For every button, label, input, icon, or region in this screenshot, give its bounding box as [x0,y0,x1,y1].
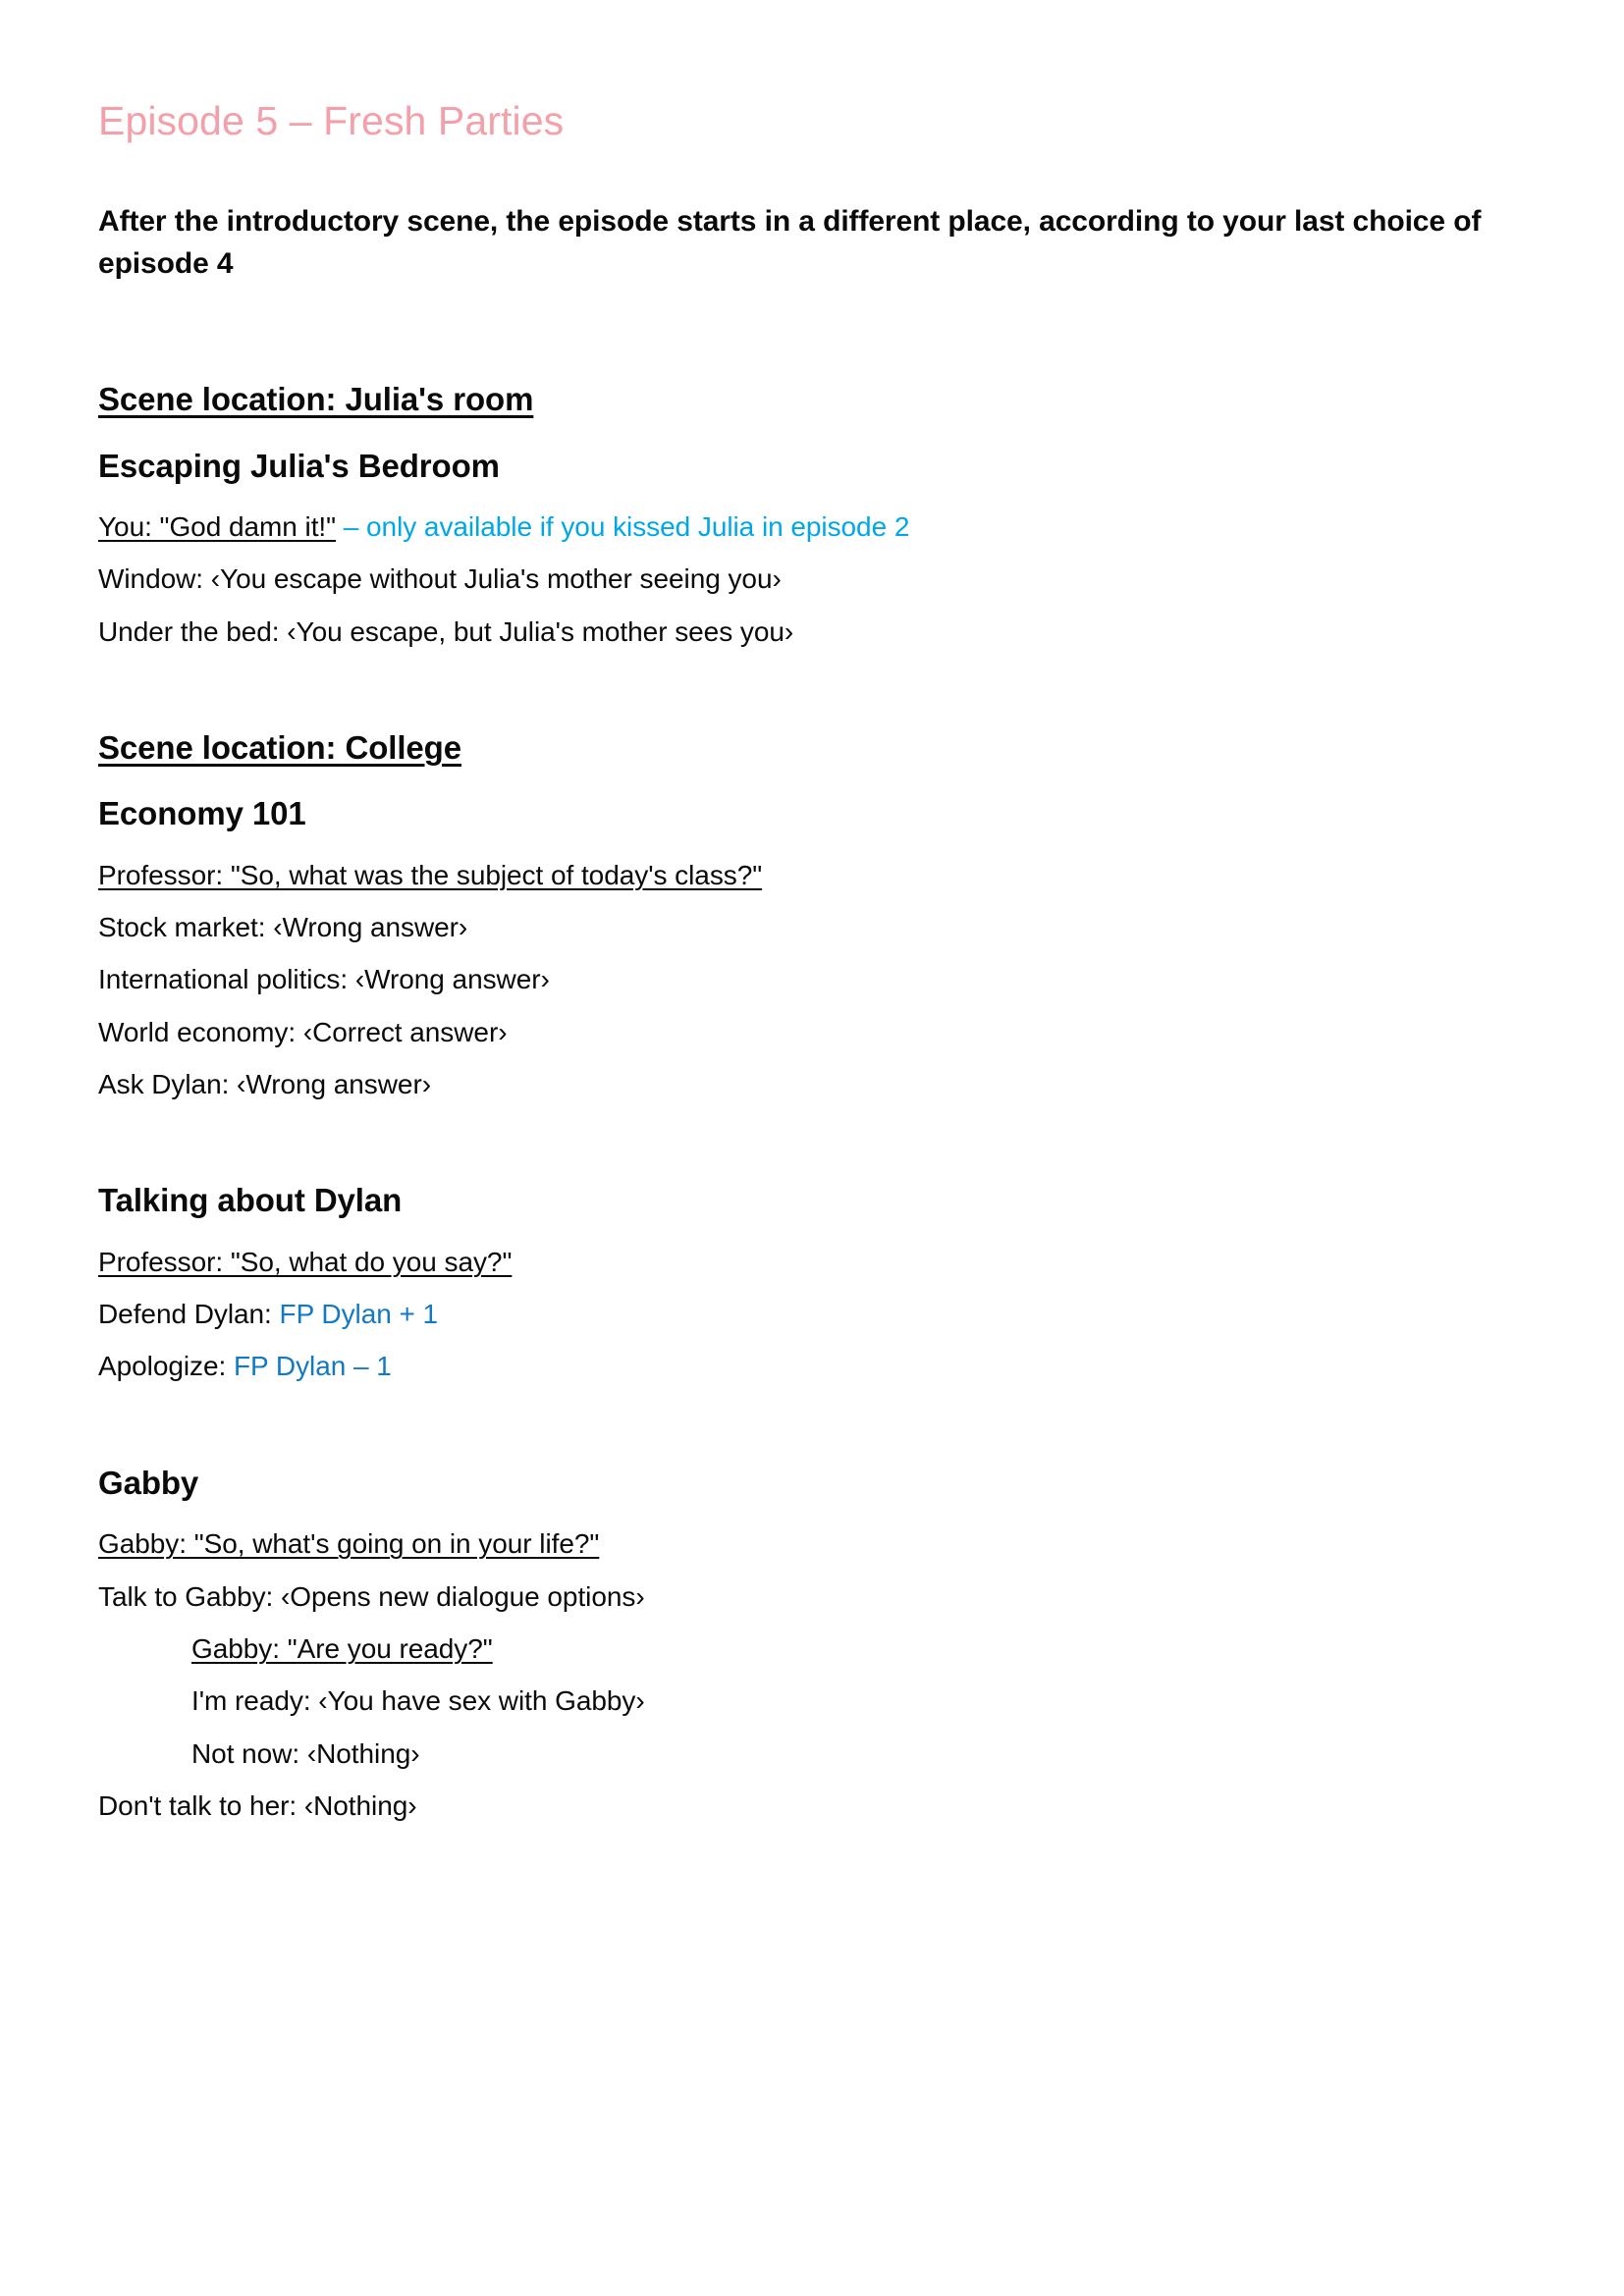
availability-note: – only available if you kissed Julia in episode 2 [336,510,910,542]
subsection-heading-talking-about-dylan: Talking about Dylan [98,1182,403,1219]
scene-location-label: Scene location: College [98,729,461,766]
dialogue-option-international-politics: International politics: ‹Wrong answer› [98,964,550,995]
dialogue-prompt-gabby-are-you-ready [191,1631,1536,1667]
dialogue-option-window: Window: ‹You escape without Julia's mother seeing you› [98,563,782,595]
dialogue-option-world-economy: World economy: ‹Correct answer› [98,1016,508,1047]
dialogue-prompt-gabby-whats-going-on [98,1526,1536,1562]
option-label: Defend Dylan: [98,1299,280,1330]
section-spacer [98,667,1536,727]
subsection-heading-gabby: Gabby [98,1464,199,1501]
prompt-text: Gabby: "So, what's going on in your life?" [98,1528,600,1560]
dialogue-option-im-ready: I'm ready: ‹You have sex with Gabby› [191,1685,645,1717]
prompt-text: Gabby: "Are you ready?" [191,1632,493,1664]
prompt-text: Professor: "So, what do you say?" [98,1246,513,1277]
page-title: Episode 5 – Fresh Parties [98,98,565,143]
dialogue-prompt-you-god-damn-it [98,509,1536,545]
dialogue-option-ask-dylan: Ask Dylan: ‹Wrong answer› [98,1069,432,1100]
scene-location-heading-julias-room [98,379,1536,419]
dialogue-option-not-now: Not now: ‹Nothing› [191,1737,420,1769]
prompt-text: Professor: "So, what was the subject of today's class?" [98,859,763,890]
option-label: Apologize: [98,1351,234,1382]
section-spacer [98,1402,1536,1463]
friendship-points-value: FP Dylan – 1 [234,1351,392,1382]
scene-location-label: Scene location: Julia's room [98,381,534,418]
dialogue-option-apologize [98,1349,1536,1384]
dialogue-prompt-professor-subject [98,858,1536,893]
prompt-text: You: "God damn it!" [98,510,337,542]
subsection-heading-escaping-julias-bedroom: Escaping Julia's Bedroom [98,447,500,484]
scene-location-heading-college [98,727,1536,768]
dialogue-prompt-professor-what-do-you-say [98,1245,1536,1280]
dialogue-option-under-the-bed: Under the bed: ‹You escape, but Julia's mother sees you› [98,615,794,647]
intro-paragraph: After the introductory scene, the episode starts in a different place, according to your last choice of episode 4 [98,205,1482,280]
dialogue-option-defend-dylan [98,1297,1536,1332]
dialogue-option-stock-market: Stock market: ‹Wrong answer› [98,911,468,942]
subsection-heading-economy-101: Economy 101 [98,795,306,832]
section-spacer [98,1119,1536,1180]
friendship-points-value: FP Dylan + 1 [279,1299,439,1330]
dialogue-option-talk-to-gabby: Talk to Gabby: ‹Opens new dialogue options› [98,1580,645,1612]
dialogue-option-dont-talk-to-her: Don't talk to her: ‹Nothing› [98,1790,417,1822]
